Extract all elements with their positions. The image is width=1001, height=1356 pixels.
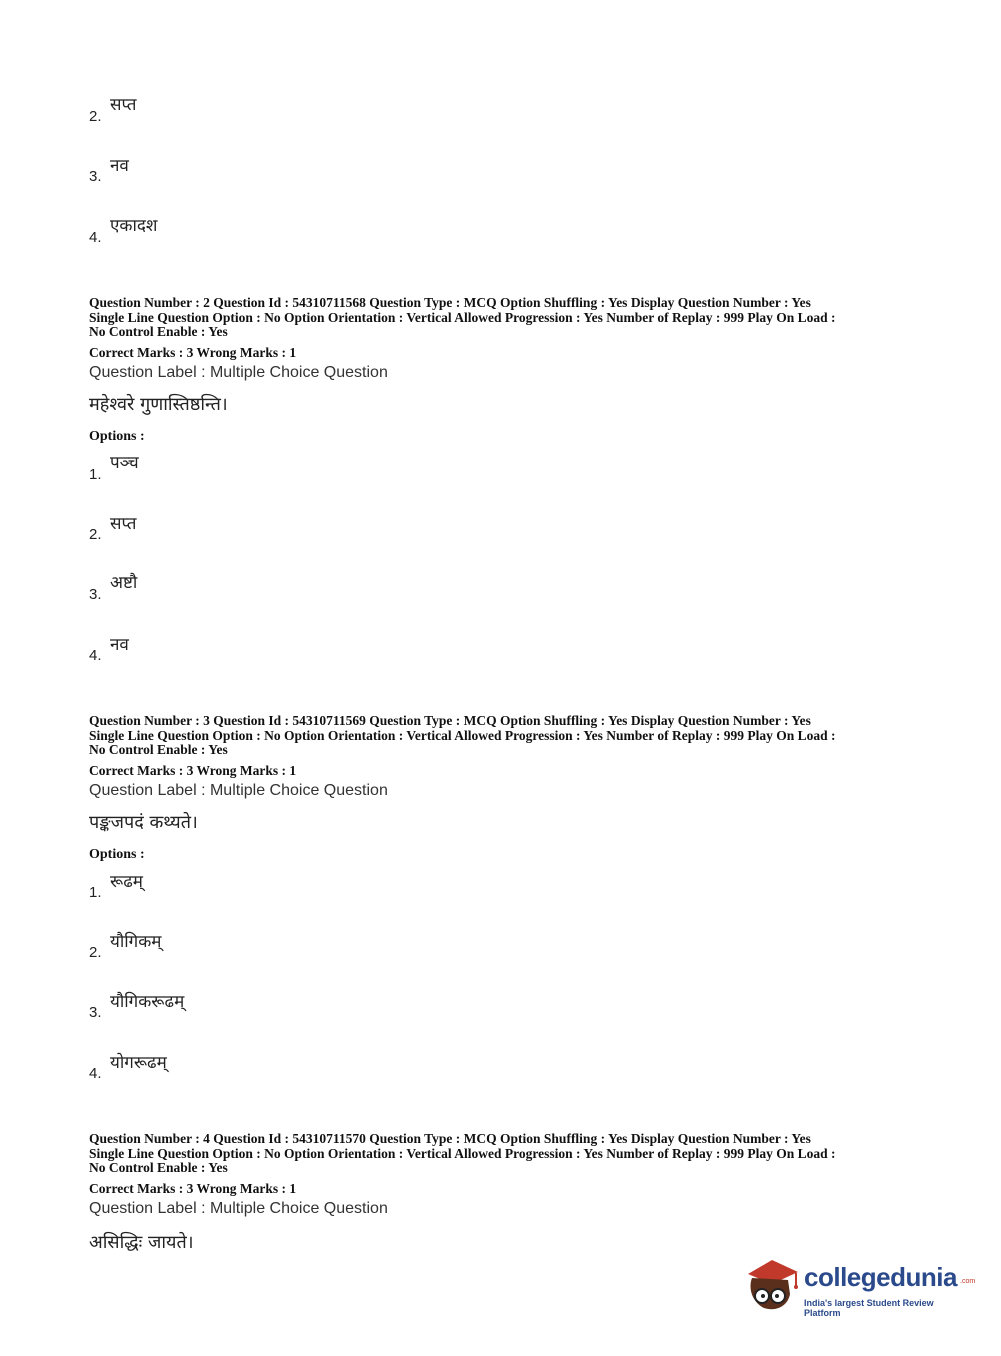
marks-line: Correct Marks : 3 Wrong Marks : 1 [89, 345, 297, 360]
option-text: एकादश [110, 216, 158, 236]
option-number: 3. [89, 586, 102, 603]
question-meta-line: No Control Enable : Yes [89, 742, 228, 757]
question-label: Question Label : Multiple Choice Question [89, 782, 388, 799]
question-meta-line: Question Number : 3 Question Id : 54310711569 Question Type : MCQ Option Shuffling : Yes Display Question Number : Yes [89, 713, 811, 728]
option-number: 3. [89, 168, 102, 185]
option-text: रूढम् [110, 872, 143, 892]
question-meta-line: Question Number : 4 Question Id : 54310711570 Question Type : MCQ Option Shuffling : Yes Display Question Number : Yes [89, 1131, 811, 1146]
question-text: असिद्धिः जायते। [89, 1232, 194, 1253]
marks-line: Correct Marks : 3 Wrong Marks : 1 [89, 763, 297, 778]
option-text: योगरूढम् [110, 1053, 167, 1073]
brand-suffix: .com [960, 1278, 976, 1285]
brand-tagline: India's largest Student Review Platform [804, 1298, 934, 1318]
option-number: 1. [89, 466, 102, 483]
question-meta-line: Single Line Question Option : No Option Orientation : Vertical Allowed Progression : Yes Number of Replay : 999 Play On Load : [89, 310, 836, 325]
option-text: यौगिकम् [110, 932, 162, 952]
question-meta-line: No Control Enable : Yes [89, 1160, 228, 1175]
question-meta-line: No Control Enable : Yes [89, 324, 228, 339]
question-meta-line: Single Line Question Option : No Option Orientation : Vertical Allowed Progression : Yes Number of Replay : 999 Play On Load : [89, 728, 836, 743]
option-text: यौगिकरूढम् [110, 992, 185, 1012]
option-text: नव [110, 635, 129, 655]
option-number: 4. [89, 229, 102, 246]
option-text: सप्त [110, 514, 137, 534]
question-meta-line: Question Number : 2 Question Id : 54310711568 Question Type : MCQ Option Shuffling : Yes Display Question Number : Yes [89, 295, 811, 310]
option-number: 1. [89, 884, 102, 901]
question-text: महेश्वरे गुणास्तिष्ठन्ति। [89, 394, 228, 415]
question-label: Question Label : Multiple Choice Question [89, 364, 388, 381]
brand-name: collegedunia [804, 1262, 957, 1292]
question-meta-line: Single Line Question Option : No Option Orientation : Vertical Allowed Progression : Yes Number of Replay : 999 Play On Load : [89, 1146, 836, 1161]
marks-line: Correct Marks : 3 Wrong Marks : 1 [89, 1181, 297, 1196]
option-number: 2. [89, 944, 102, 961]
options-heading: Options : [89, 429, 145, 444]
option-text: नव [110, 156, 129, 176]
option-number: 4. [89, 1065, 102, 1082]
option-number: 2. [89, 526, 102, 543]
option-text: पञ्च [110, 453, 139, 473]
option-number: 2. [89, 108, 102, 125]
option-text: सप्त [110, 95, 137, 115]
option-number: 4. [89, 647, 102, 664]
question-text: पङ्कजपदं कथ्यते। [89, 812, 198, 833]
question-label: Question Label : Multiple Choice Question [89, 1200, 388, 1217]
options-heading: Options : [89, 847, 145, 862]
mascot-icon [742, 1252, 802, 1314]
collegedunia-logo [742, 1252, 976, 1318]
option-text: अष्टौ [110, 573, 138, 593]
option-number: 3. [89, 1004, 102, 1021]
